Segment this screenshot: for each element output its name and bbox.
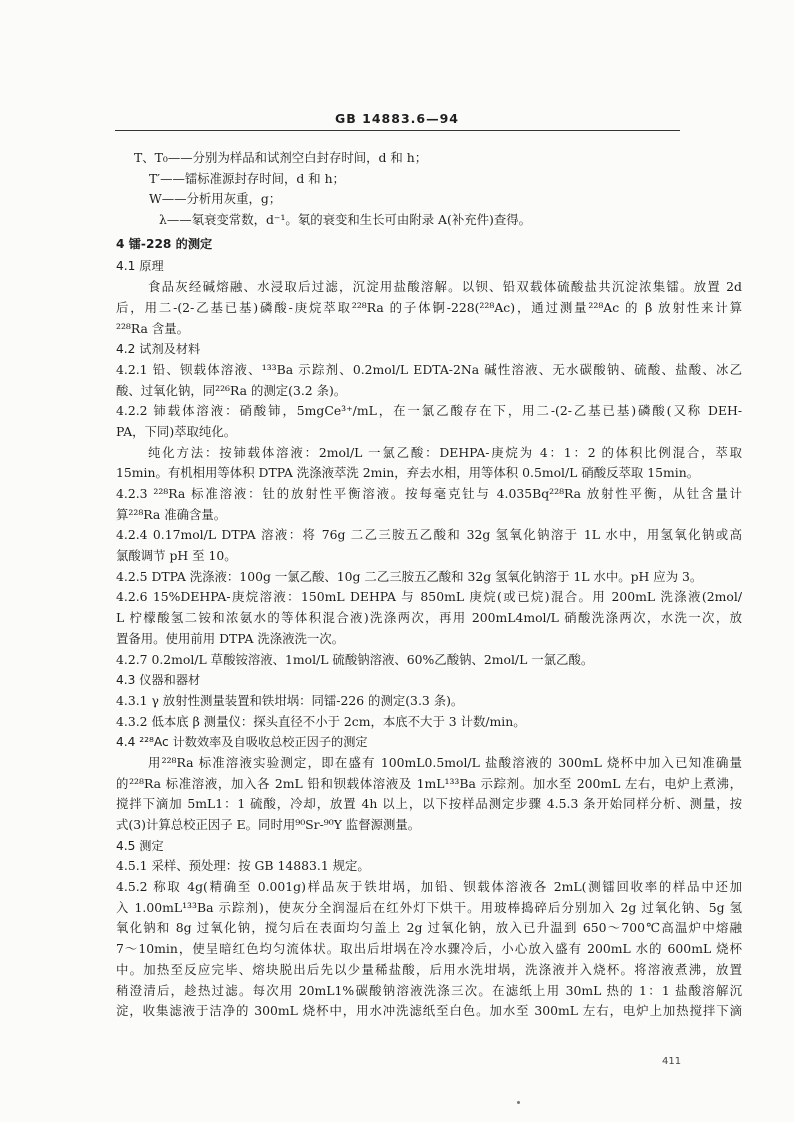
text-line: 7～10min，使呈暗红色均匀流体状。取出后坩埚在冷水骤冷后，小心放入盛有 200mL 水的 600mL 烧杯 bbox=[116, 941, 742, 957]
text-line: 氯酸调节 pH 至 10。 bbox=[116, 548, 237, 564]
text-line: 稍澄清后，趁热过滤。每次用 20mL1%碳酸钠溶液洗涤三次。在滤纸上用 30mL 热的 1：1 盐酸溶解沉 bbox=[116, 982, 742, 998]
page-number: 411 bbox=[662, 1056, 682, 1067]
text-line: 的²²⁸Ra 标准溶液，加入各 2mL 铅和钡载体溶液及 1mL¹³³Ba 示踪剂。加水至 200mL 左右，电炉上煮沸， bbox=[116, 775, 742, 791]
text-line: 食品灰经碱熔融、水浸取后过滤，沉淀用盐酸溶解。以钡、铅双载体硫酸盐共沉淀浓集镭。放置 2d bbox=[148, 279, 742, 295]
text-line: PA，下同)萃取纯化。 bbox=[116, 423, 237, 439]
text-line: 淀，收集滤液于洁净的 300mL 烧杯中，用水冲洗滤纸至白色。加水至 300mL 左右，电炉上加热搅拌下滴 bbox=[116, 1003, 742, 1019]
text-line: 4.5.1 采样、预处理：按 GB 14883.1 规定。 bbox=[116, 858, 370, 874]
text-line: 后，用二-(2-乙基已基)磷酸-庚烷萃取²²⁸Ra 的子体锕-228(²²⁸Ac)，通过测量²²⁸Ac 的 β 放射性来计算 bbox=[116, 299, 742, 315]
text-line: L 柠檬酸氢二铵和浓氨水的等体积混合液)洗涤两次，再用 200mL4mol/L 硝酸洗涤两次，水洗一次，放 bbox=[116, 610, 742, 626]
text-line: 用²²⁸Ra 标准溶液实验测定，即在盛有 100mL0.5mol/L 盐酸溶液的 300mL 烧杯中加入已知准确量 bbox=[148, 754, 742, 770]
text-line: λ——氡衰变常数，d⁻¹。氡的衰变和生长可由附录 A(补充件)查得。 bbox=[159, 212, 532, 228]
text-line: 4.2.4 0.17mol/L DTPA 溶液：将 76g 二乙三胺五乙酸和 32g 氢氧化钠溶于 1L 水中，用氢氧化钠或高 bbox=[116, 527, 742, 543]
text-line: 氧化钠和 8g 过氧化钠，搅匀后在表面均匀盖上 2g 过氧化钠，放入已升温到 650～700℃高温炉中熔融 bbox=[116, 920, 742, 936]
text-line: 算²²⁸Ra 准确含量。 bbox=[116, 506, 227, 522]
text-line: 4.2.5 DTPA 洗涤液：100g 一氯乙酸、10g 二乙三胺五乙酸和 32g 氢氧化钠溶于 1L 水中。pH 应为 3。 bbox=[116, 568, 703, 584]
body-text bbox=[116, 148, 742, 1022]
text-line: 4.2.6 15%DEHPA-庚烷溶液：150mL DEHPA 与 850mL 庚烷(或已烷)混合。用 200mL 洗涤液(2mol/ bbox=[116, 589, 742, 605]
text-line: 4.5.2 称取 4g(精确至 0.001g)样品灰于铁坩埚，加铅、钡载体溶液各 2mL(测镭回收率的样品中还加 bbox=[116, 879, 742, 895]
text-line: 中。加热至反应完毕、熔块脱出后先以少量稀盐酸，后用水洗坩埚，洗涤液并入烧杯。将溶液煮沸，放置 bbox=[116, 961, 742, 977]
text-line: 4.2.7 0.2mol/L 草酸铵溶液、1mol/L 硫酸钠溶液、60%乙酸钠、2mol/L 一氯乙酸。 bbox=[116, 651, 594, 667]
text-line: 4.2.1 铅、钡载体溶液、¹³³Ba 示踪剂、0.2mol/L EDTA-2Na 碱性溶液、无水碳酸钠、硫酸、盐酸、冰乙 bbox=[116, 361, 742, 377]
subsection-heading: 4.4 ²²⁸Ac 计数效率及自吸收总校正因子的测定 bbox=[116, 735, 368, 750]
text-line: ²²⁸Ra 含量。 bbox=[116, 320, 190, 336]
text-line: 4.2.2 铈载体溶液：硝酸铈，5mgCe³⁺/mL，在一氯乙酸存在下，用二-(2-乙基已基)磷酸(又称 DEH- bbox=[116, 403, 742, 419]
text-line: 置备用。使用前用 DTPA 洗涤液洗一次。 bbox=[116, 630, 345, 646]
text-line: 酸、过氧化钠，同²²⁶Ra 的测定(3.2 条)。 bbox=[116, 382, 347, 398]
text-line: 搅拌下滴加 5mL1：1 硫酸，冷却，放置 4h 以上，以下按样品测定步骤 4.5.3 条开始同样分析、测量，按 bbox=[116, 796, 742, 812]
text-line: 入 1.00mL¹³³Ba 示踪剂)，使灰分全润湿后在红外灯下烘干。用玻棒捣碎后分别加入 2g 过氧化钠、5g 氢 bbox=[116, 899, 742, 915]
standard-number-header: GB 14883.6—94 bbox=[335, 111, 459, 126]
section-heading: 4 镭-228 的测定 bbox=[116, 236, 213, 251]
text-line: 式(3)计算总校正因子 E。同时用⁹⁰Sr-⁹⁰Y 监督源测量。 bbox=[116, 817, 421, 832]
subsection-heading: 4.1 原理 bbox=[116, 259, 164, 274]
text-line: 4.3.1 γ 放射性测量装置和铁坩埚：同镭-226 的测定(3.3 条)。 bbox=[116, 692, 464, 708]
header-rule bbox=[115, 130, 680, 131]
text-line: 4.2.3 ²²⁸Ra 标准溶液：钍的放射性平衡溶液。按每毫克钍与 4.035Bq²²⁸Ra 放射性平衡，从钍含量计 bbox=[116, 486, 742, 501]
text-line: 4.3.2 低本底 β 测量仪：探头直径不小于 2cm，本底不大于 3 计数/min。 bbox=[116, 713, 526, 729]
text-line: T′——镭标准源封存时间，d 和 h； bbox=[149, 170, 345, 186]
text-line: 15min。有机相用等体积 DTPA 洗涤液萃洗 2min，弃去水相，用等体积 0.5mol/L 硝酸反萃取 15min。 bbox=[116, 465, 700, 481]
subsection-heading: 4.5 测定 bbox=[116, 838, 164, 853]
text-line: W——分析用灰重，g； bbox=[149, 191, 282, 207]
scan-speck bbox=[517, 1101, 520, 1104]
subsection-heading: 4.2 试剂及材料 bbox=[116, 342, 201, 357]
text-line: T、T₀——分别为样品和试剂空白封存时间，d 和 h； bbox=[134, 150, 428, 165]
subsection-heading: 4.3 仪器和器材 bbox=[116, 673, 201, 688]
text-line: 纯化方法：按铈载体溶液：2mol/L 一氯乙酸：DEHPA-庚烷为 4：1：2 的体积比例混合，萃取 bbox=[148, 444, 742, 460]
